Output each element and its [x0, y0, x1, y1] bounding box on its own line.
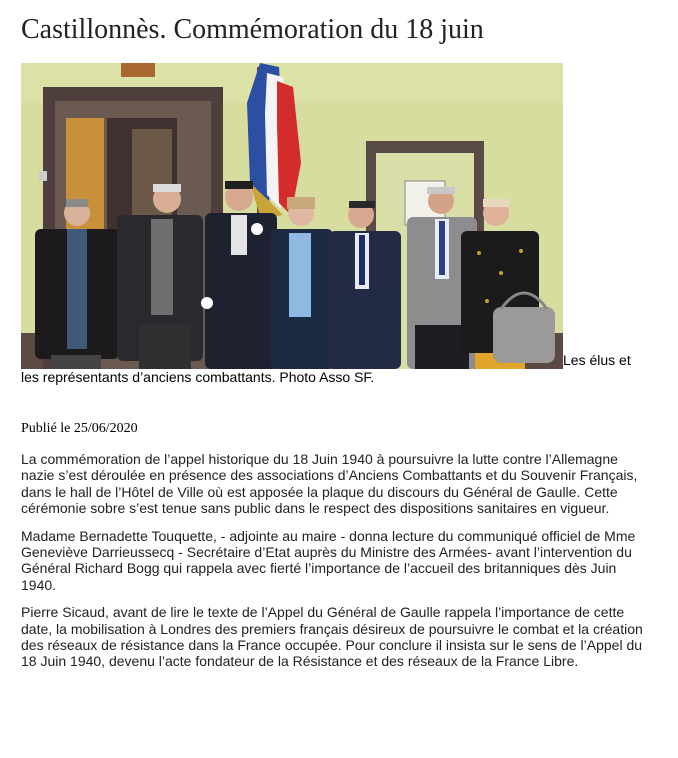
- photo-with-caption: [21, 63, 636, 386]
- group-photo: [21, 63, 563, 369]
- published-date: 25/06/2020: [73, 421, 138, 436]
- page-title: Castillonnès. Commémoration du 18 juin: [21, 14, 484, 45]
- article-paragraph: Madame Bernadette Touquette, - adjointe au maire - donna lecture du communiqué officiel de Mme Geneviève Darrieussecq - Secrétaire d’Etat auprès du Ministre des Armées- avant l’intervention du Général Richard Bogg qui rappela avec fierté l’importance de l’accueil des britanniques dès Juin 1940.: [21, 527, 636, 593]
- publication-date-line: [21, 421, 138, 437]
- published-label: Publié le: [21, 421, 71, 436]
- photo-caption: Les élus et les représentants d’anciens combattants. Photo Asso SF.: [21, 352, 631, 385]
- article-paragraph: La commémoration de l’appel historique du 18 Juin 1940 à poursuivre la lutte contre l’Allemagne nazie s’est déroulée en présence des associations d’Anciens Combattants et du Souvenir Français, dans le hall de l’Hôtel de Ville où est apposée la plaque du discours du Général de Gaulle. Cette cérémonie sobre s’est tenue sans public dans le respect des dispositions sanitaires en vigueur.: [21, 451, 638, 517]
- article-paragraph: Pierre Sicaud, avant de lire le texte de l’Appel du Général de Gaulle rappela l’importance de cette date, la mobilisation à Londres des premiers français désireux de poursuivre le combat et la création des réseaux de résistance dans la France occupée. Pour conclure il insista sur le sens de l’Appel du 18 Juin 1940, devenu l’acte fondateur de la Résistance et des réseaux de la France Libre.: [21, 604, 643, 670]
- article-body: [21, 451, 646, 681]
